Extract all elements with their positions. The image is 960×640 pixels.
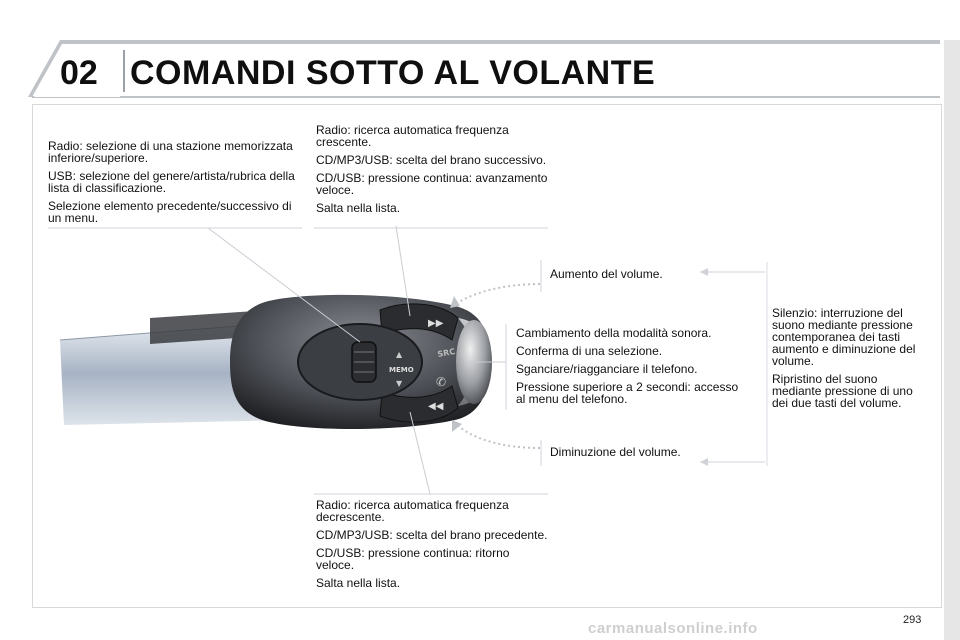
label-volume-down: Diminuzione del volume. — [550, 445, 681, 459]
phone-icon: ✆ — [436, 375, 447, 389]
watermark: carmanualsonline.info — [588, 620, 758, 637]
volume-down-arrow — [452, 420, 540, 448]
svg-text:▶▶: ▶▶ — [428, 318, 444, 329]
volume-up-arrow — [450, 284, 540, 308]
svg-text:▲: ▲ — [396, 350, 403, 359]
svg-text:◀◀: ◀◀ — [428, 401, 444, 412]
memo-label: MEMO — [389, 366, 414, 374]
label-volume-up: Aumento del volume. — [550, 267, 663, 281]
svg-text:▼: ▼ — [396, 379, 403, 388]
label-source-button: Cambiamento della modalità sonora. Conferma di una selezione. Sganciare/riagganciare il telefono. Pressione superiore a 2 secondi: accesso al menu del telefono. — [516, 326, 739, 406]
label-seek-down: Radio: ricerca automatica frequenza decrescente. CD/MP3/USB: scelta del brano precedente. CD/USB: pressione continua: ritorno veloce. Salta nella lista. — [316, 498, 548, 590]
label-seek-up: Radio: ricerca automatica frequenza crescente. CD/MP3/USB: scelta del brano successivo. CD/USB: pressione continua: avanzamento veloce. Salta nella lista. — [316, 123, 548, 215]
chapter-number: 02 — [60, 54, 98, 92]
page-number: 293 — [903, 614, 922, 626]
page-title: COMANDI SOTTO AL VOLANTE — [130, 54, 656, 92]
src-label: SRC — [436, 347, 456, 359]
label-thumbwheel: Radio: selezione di una stazione memorizzata inferiore/superiore. USB: selezione del genere/artista/rubrica della lista di classificazione. Selezione elemento precedente/successivo di un menu. — [48, 139, 295, 225]
label-mute: Silenzio: interruzione del suono mediante pressione contemporanea dei tasti aumento e diminuzione del volume. Ripristino del suono mediante pressione di uno dei due tasti del volume. — [772, 306, 916, 410]
